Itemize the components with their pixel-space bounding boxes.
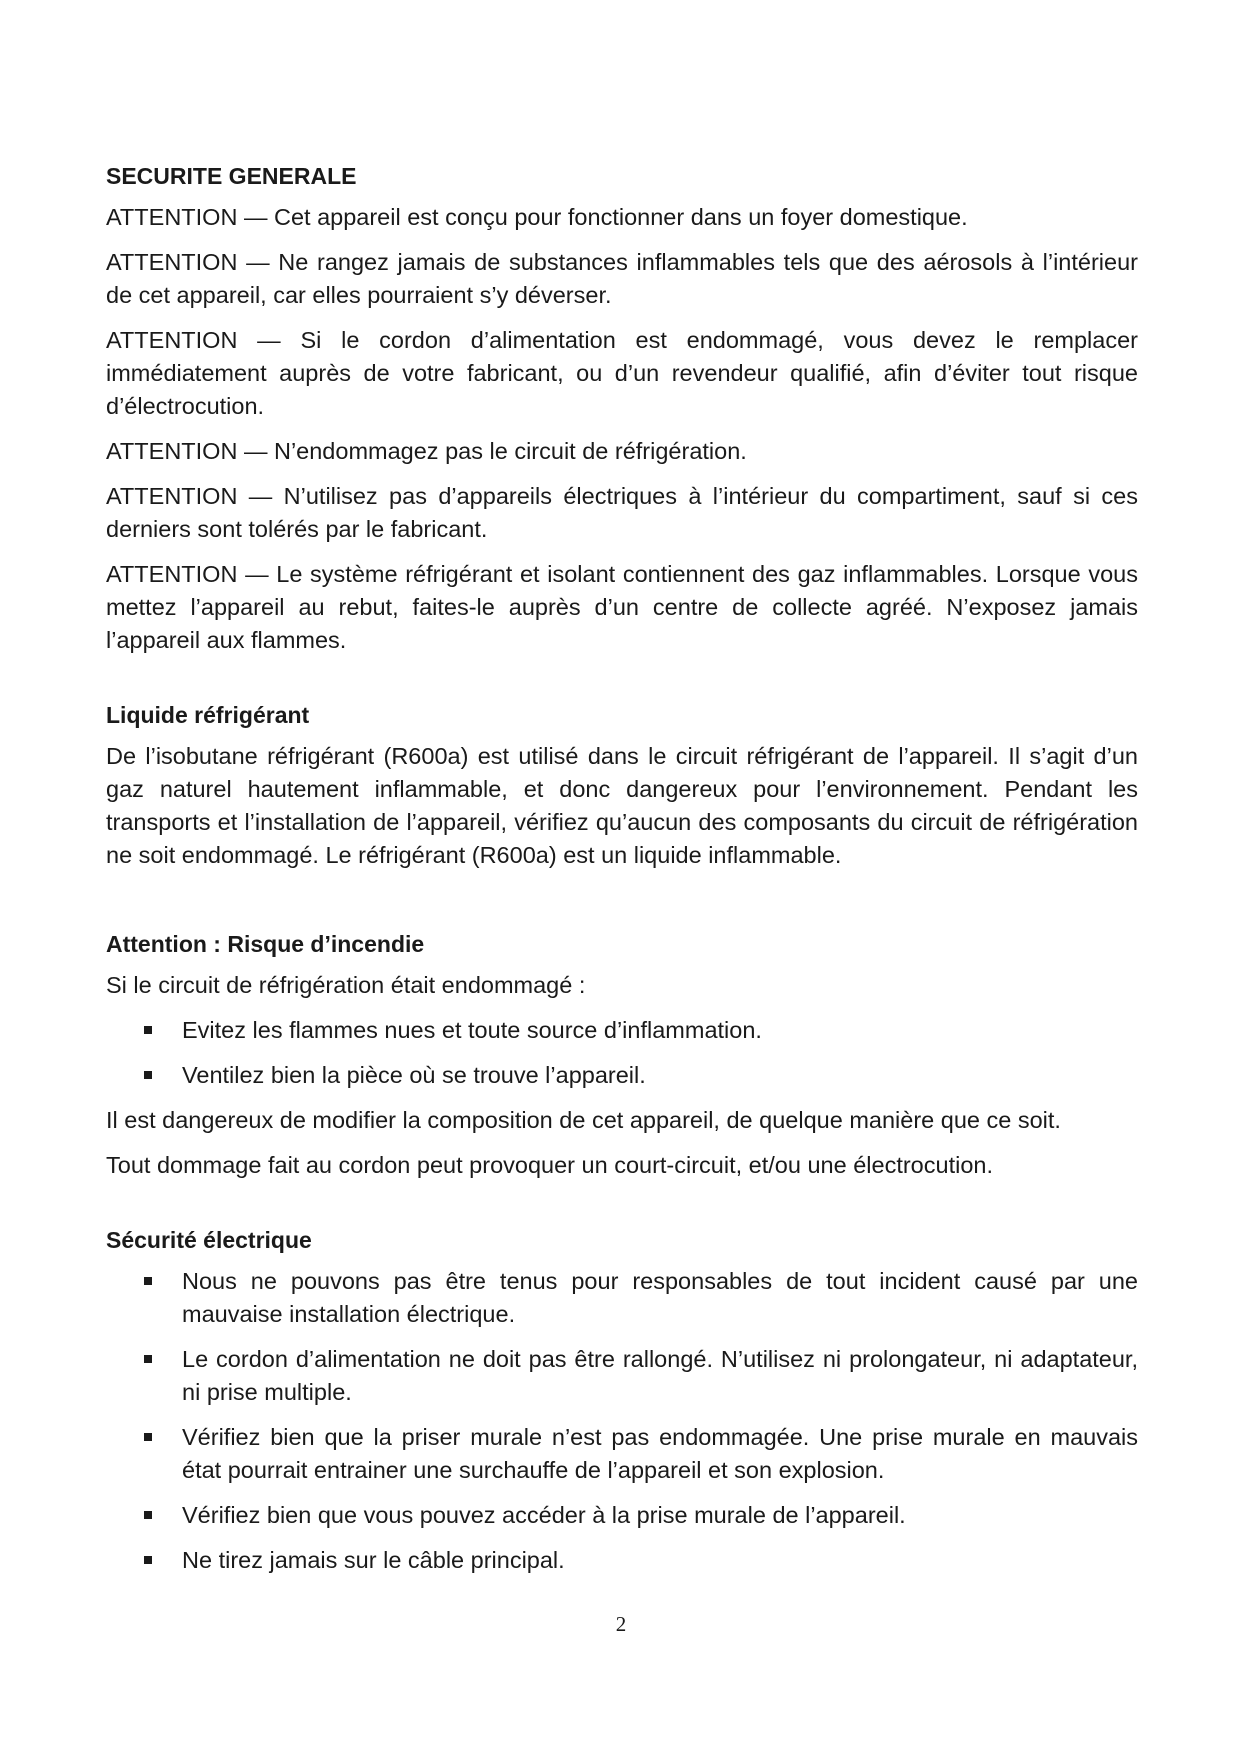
list-item-text: Le cordon d’alimentation ne doit pas être rallongé. N’utilisez ni prolongateur, ni adaptateur, ni prise multiple. [182, 1346, 1138, 1405]
warning-paragraph: ATTENTION — Ne rangez jamais de substances inflammables tels que des aérosols à l’intérieur de cet appareil, car elles pourraient s’y déverser. [106, 249, 1138, 308]
list-item [106, 1014, 1138, 1047]
warning-paragraph: ATTENTION — Le système réfrigérant et isolant contiennent des gaz inflammables. Lorsque vous mettez l’appareil au rebut, faites-le auprès d’un centre de collecte agréé. N’exposez jamais l’appareil aux flammes. [106, 561, 1138, 653]
fire-bullet-list [106, 1014, 1138, 1092]
bullet-square-icon [144, 1511, 152, 1519]
list-item-text: Ne tirez jamais sur le câble principal. [182, 1547, 565, 1573]
bullet-square-icon [144, 1026, 152, 1034]
list-item-text: Vérifiez bien que vous pouvez accéder à la prise murale de l’appareil. [182, 1502, 906, 1528]
fire-intro: Si le circuit de réfrigération était endommagé : [106, 972, 586, 998]
list-item-text: Nous ne pouvons pas être tenus pour responsables de tout incident causé par une mauvaise installation électrique. [182, 1268, 1138, 1327]
warning-paragraph: ATTENTION — Cet appareil est conçu pour fonctionner dans un foyer domestique. [106, 204, 968, 230]
bullet-square-icon [144, 1433, 152, 1441]
page-number: 2 [615, 1612, 627, 1636]
fire-paragraph: Il est dangereux de modifier la composition de cet appareil, de quelque manière que ce soit. [106, 1107, 1061, 1133]
section-title: Attention : Risque d’incendie [106, 931, 425, 957]
warning-paragraph: ATTENTION — N’utilisez pas d’appareils électriques à l’intérieur du compartiment, sauf si ces derniers sont tolérés par le fabricant. [106, 483, 1138, 542]
list-item-text: Ventilez bien la pièce où se trouve l’appareil. [182, 1062, 646, 1088]
list-item-text: Evitez les flammes nues et toute source d’inflammation. [182, 1017, 762, 1043]
refrigerant-paragraph: De l’isobutane réfrigérant (R600a) est utilisé dans le circuit réfrigérant de l’appareil. Il s’agit d’un gaz naturel hautement inflammable, et donc dangereux pour l’environnement. Pendant les transports et l’installation de l’appareil, vérifiez qu’aucun des composants du circuit de réfrigération ne soit endommagé. Le réfrigérant (R600a) est un liquide inflammable. [106, 743, 1138, 868]
list-item [106, 1499, 1138, 1532]
electrical-bullet-list [106, 1265, 1138, 1577]
section-title: Liquide réfrigérant [106, 702, 310, 728]
section-title: Sécurité électrique [106, 1227, 312, 1253]
list-item [106, 1265, 1138, 1331]
section-fire-risk [106, 928, 1138, 1182]
warning-paragraph: ATTENTION — Si le cordon d’alimentation est endommagé, vous devez le remplacer immédiatement auprès de votre fabricant, ou d’un revendeur qualifié, afin d’éviter tout risque d’électrocution. [106, 327, 1138, 419]
section-electrical-safety [106, 1224, 1138, 1577]
section-refrigerant [106, 699, 1138, 872]
bullet-square-icon [144, 1071, 152, 1079]
bullet-square-icon [144, 1355, 152, 1363]
bullet-square-icon [144, 1277, 152, 1285]
list-item [106, 1544, 1138, 1577]
warning-paragraph: ATTENTION — N’endommagez pas le circuit de réfrigération. [106, 438, 747, 464]
fire-paragraph: Tout dommage fait au cordon peut provoquer un court-circuit, et/ou une électrocution. [106, 1152, 993, 1178]
list-item [106, 1343, 1138, 1409]
section-general-safety [106, 160, 1138, 657]
list-item-text: Vérifiez bien que la priser murale n’est pas endommagée. Une prise murale en mauvais état pourrait entrainer une surchauffe de l’appareil et son explosion. [182, 1424, 1138, 1483]
bullet-square-icon [144, 1556, 152, 1564]
list-item [106, 1421, 1138, 1487]
section-title: SECURITE GENERALE [106, 163, 357, 189]
document-page [106, 160, 1138, 1589]
list-item [106, 1059, 1138, 1092]
